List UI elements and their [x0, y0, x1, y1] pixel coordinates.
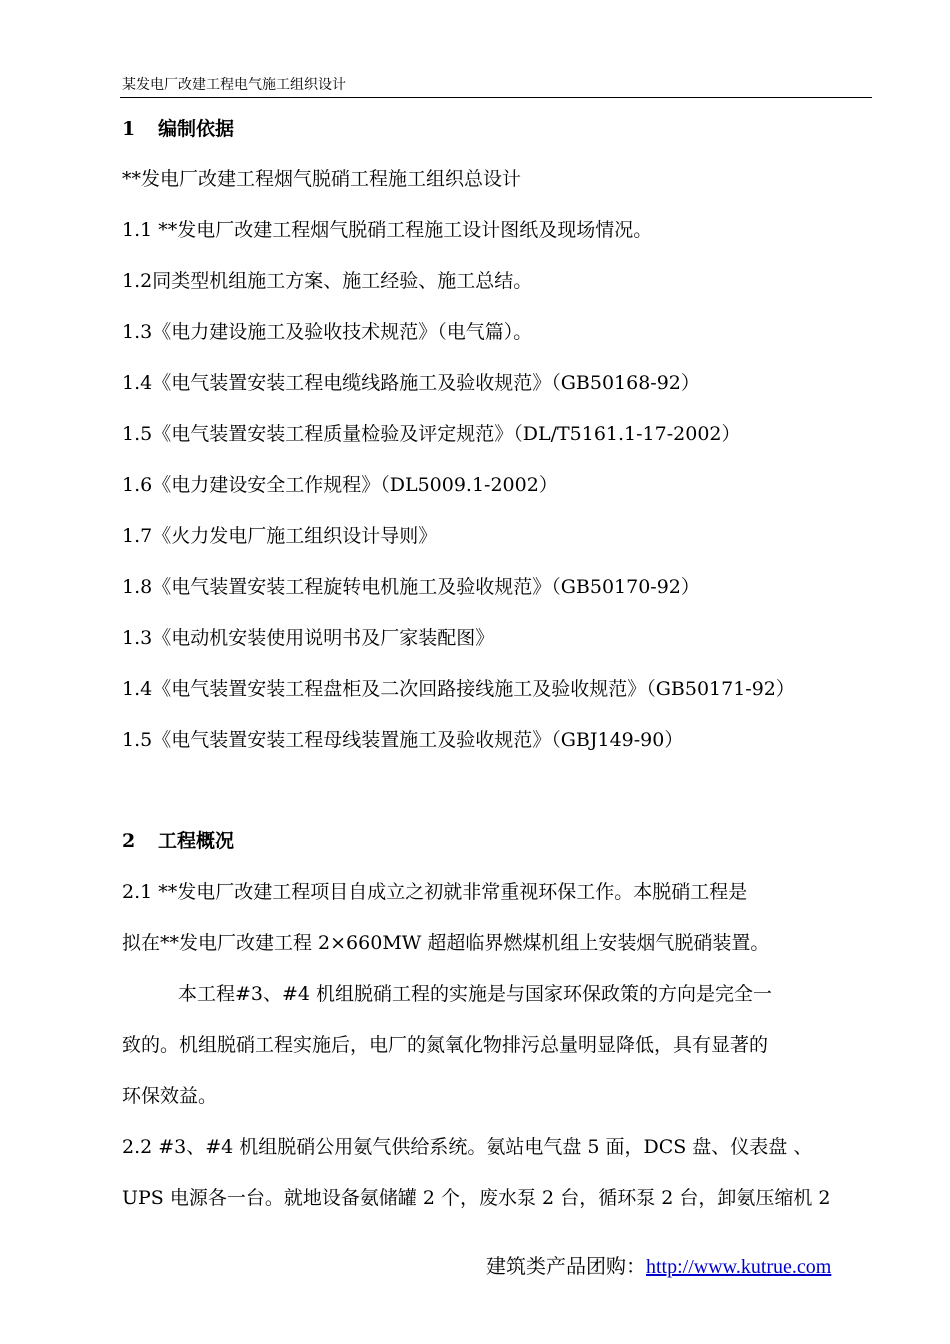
section-1-title: 编制依据	[158, 118, 235, 140]
section-2-title: 工程概况	[158, 830, 235, 852]
footer-label: 建筑类产品团购：	[486, 1256, 646, 1278]
section-1-number: 1	[122, 118, 136, 140]
section-1-line-8: 1.8《电气装置安装工程旋转电机施工及验收规范》（GB50170-92）	[122, 576, 700, 598]
section-2-number: 2	[122, 830, 136, 852]
page-header-title: 某发电厂改建工程电气施工组织设计	[122, 77, 346, 93]
section-1-line-2: 1.2同类型机组施工方案、施工经验、施工总结。	[122, 270, 533, 292]
section-2-line-0: 2.1 **发电厂改建工程项目自成立之初就非常重视环保工作。本脱硝工程是	[122, 881, 748, 903]
footer-link[interactable]: http://www.kutrue.com	[646, 1256, 832, 1278]
section-2-line-2: 本工程#3、#4 机组脱硝工程的实施是与国家环保政策的方向是完全一	[178, 983, 773, 1005]
section-1-line-3: 1.3《电力建设施工及验收技术规范》（电气篇）。	[122, 321, 533, 343]
section-1-line-0: **发电厂改建工程烟气脱硝工程施工组织总设计	[122, 168, 522, 190]
section-1-line-4: 1.4《电气装置安装工程电缆线路施工及验收规范》（GB50168-92）	[122, 372, 700, 394]
section-2-line-4: 环保效益。	[122, 1085, 218, 1107]
header-divider	[120, 97, 872, 98]
section-1-line-1: 1.1 **发电厂改建工程烟气脱硝工程施工设计图纸及现场情况。	[122, 219, 653, 241]
section-1-line-5: 1.5《电气装置安装工程质量检验及评定规范》（DL/T5161.1-17-2002）	[122, 423, 741, 445]
section-2-line-1: 拟在**发电厂改建工程 2×660MW 超超临界燃煤机组上安装烟气脱硝装置。	[122, 932, 770, 954]
section-1-line-7: 1.7《火力发电厂施工组织设计导则》	[122, 525, 438, 547]
section-2-line-3: 致的。机组脱硝工程实施后，电厂的氮氧化物排污总量明显降低，具有显著的	[122, 1034, 769, 1056]
section-2-line-6: UPS 电源各一台。就地设备氨储罐 2 个，废水泵 2 台，循环泵 2 台，卸氨压缩机 2	[122, 1187, 831, 1209]
section-2-heading	[122, 828, 234, 854]
section-1-line-9: 1.3《电动机安装使用说明书及厂家装配图》	[122, 627, 495, 649]
page-footer	[486, 1254, 831, 1280]
section-1-line-11: 1.5《电气装置安装工程母线装置施工及验收规范》（GBJ149-90）	[122, 729, 684, 751]
section-1-line-6: 1.6《电力建设安全工作规程》（DL5009.1-2002）	[122, 474, 558, 496]
section-2-line-5: 2.2 #3、#4 机组脱硝公用氨气供给系统。氨站电气盘 5 面，DCS 盘、仪表盘 、	[122, 1136, 813, 1158]
section-1-line-10: 1.4《电气装置安装工程盘柜及二次回路接线施工及验收规范》（GB50171-92）	[122, 678, 795, 700]
section-1-heading	[122, 116, 234, 142]
